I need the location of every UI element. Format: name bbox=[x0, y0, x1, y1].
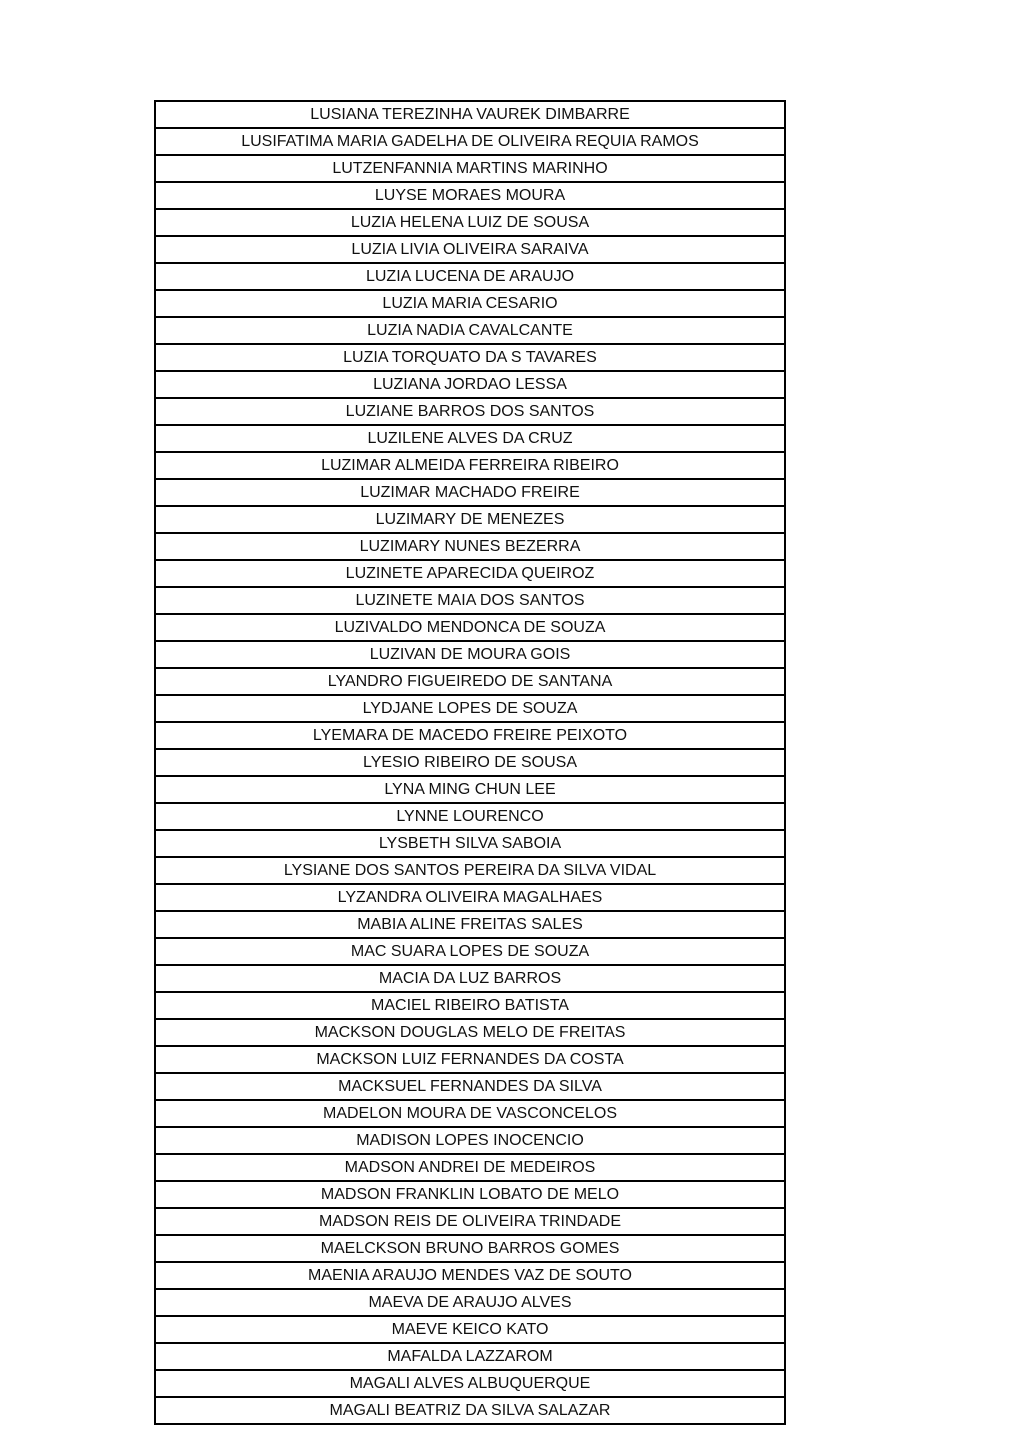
table-row bbox=[155, 317, 785, 344]
name-cell: MAGALI BEATRIZ DA SILVA SALAZAR bbox=[155, 1397, 785, 1424]
name-cell: LYNNE LOURENCO bbox=[155, 803, 785, 830]
table-row bbox=[155, 101, 785, 128]
name-cell: LUZILENE ALVES DA CRUZ bbox=[155, 425, 785, 452]
name-cell: LUZIMARY NUNES BEZERRA bbox=[155, 533, 785, 560]
table-row bbox=[155, 1262, 785, 1289]
name-cell: MACKSON DOUGLAS MELO DE FREITAS bbox=[155, 1019, 785, 1046]
table-row bbox=[155, 1235, 785, 1262]
table-row bbox=[155, 506, 785, 533]
name-cell: LUZIA LUCENA DE ARAUJO bbox=[155, 263, 785, 290]
name-cell: MADSON FRANKLIN LOBATO DE MELO bbox=[155, 1181, 785, 1208]
table-row bbox=[155, 209, 785, 236]
table-row bbox=[155, 803, 785, 830]
table-row bbox=[155, 1100, 785, 1127]
name-cell: LYANDRO FIGUEIREDO DE SANTANA bbox=[155, 668, 785, 695]
table-row bbox=[155, 479, 785, 506]
table-row bbox=[155, 1397, 785, 1424]
name-cell: LUZIMAR ALMEIDA FERREIRA RIBEIRO bbox=[155, 452, 785, 479]
name-cell: LUZIA TORQUATO DA S TAVARES bbox=[155, 344, 785, 371]
name-cell: MAEVE KEICO KATO bbox=[155, 1316, 785, 1343]
name-cell: MAFALDA LAZZAROM bbox=[155, 1343, 785, 1370]
table-row bbox=[155, 965, 785, 992]
table-row bbox=[155, 1316, 785, 1343]
table-row bbox=[155, 344, 785, 371]
table-row bbox=[155, 911, 785, 938]
name-cell: MACIA DA LUZ BARROS bbox=[155, 965, 785, 992]
table-row bbox=[155, 992, 785, 1019]
table-row bbox=[155, 830, 785, 857]
name-cell: LUZIA HELENA LUIZ DE SOUSA bbox=[155, 209, 785, 236]
table-row bbox=[155, 1343, 785, 1370]
name-cell: LUZIANA JORDAO LESSA bbox=[155, 371, 785, 398]
table-row bbox=[155, 425, 785, 452]
table-row bbox=[155, 263, 785, 290]
name-cell: MADELON MOURA DE VASCONCELOS bbox=[155, 1100, 785, 1127]
name-cell: MAENIA ARAUJO MENDES VAZ DE SOUTO bbox=[155, 1262, 785, 1289]
table-row bbox=[155, 641, 785, 668]
table-row bbox=[155, 857, 785, 884]
table-row bbox=[155, 1073, 785, 1100]
name-cell: LUZIANE BARROS DOS SANTOS bbox=[155, 398, 785, 425]
table-row bbox=[155, 587, 785, 614]
table-row bbox=[155, 1208, 785, 1235]
table-row bbox=[155, 884, 785, 911]
table-row bbox=[155, 938, 785, 965]
table-row bbox=[155, 1289, 785, 1316]
table-row bbox=[155, 1181, 785, 1208]
table-row bbox=[155, 398, 785, 425]
table-row bbox=[155, 695, 785, 722]
name-cell: LUZINETE APARECIDA QUEIROZ bbox=[155, 560, 785, 587]
name-list-table bbox=[154, 100, 786, 1425]
name-cell: LUZIVALDO MENDONCA DE SOUZA bbox=[155, 614, 785, 641]
name-cell: LYZANDRA OLIVEIRA MAGALHAES bbox=[155, 884, 785, 911]
table-row bbox=[155, 776, 785, 803]
name-cell: LYESIO RIBEIRO DE SOUSA bbox=[155, 749, 785, 776]
name-cell: MADSON REIS DE OLIVEIRA TRINDADE bbox=[155, 1208, 785, 1235]
name-cell: LUZIMAR MACHADO FREIRE bbox=[155, 479, 785, 506]
name-cell: MAELCKSON BRUNO BARROS GOMES bbox=[155, 1235, 785, 1262]
name-cell: LUZIMARY DE MENEZES bbox=[155, 506, 785, 533]
name-cell: LYSIANE DOS SANTOS PEREIRA DA SILVA VIDAL bbox=[155, 857, 785, 884]
name-list-body bbox=[155, 101, 785, 1424]
name-cell: LUTZENFANNIA MARTINS MARINHO bbox=[155, 155, 785, 182]
name-cell: MACKSUEL FERNANDES DA SILVA bbox=[155, 1073, 785, 1100]
name-cell: LUZIVAN DE MOURA GOIS bbox=[155, 641, 785, 668]
table-row bbox=[155, 236, 785, 263]
name-cell: MACKSON LUIZ FERNANDES DA COSTA bbox=[155, 1046, 785, 1073]
table-row bbox=[155, 1046, 785, 1073]
name-cell: LUZINETE MAIA DOS SANTOS bbox=[155, 587, 785, 614]
name-cell: MADISON LOPES INOCENCIO bbox=[155, 1127, 785, 1154]
name-cell: LUZIA MARIA CESARIO bbox=[155, 290, 785, 317]
name-cell: LUZIA NADIA CAVALCANTE bbox=[155, 317, 785, 344]
name-cell: MACIEL RIBEIRO BATISTA bbox=[155, 992, 785, 1019]
table-row bbox=[155, 1154, 785, 1181]
name-cell: MAC SUARA LOPES DE SOUZA bbox=[155, 938, 785, 965]
name-cell: MABIA ALINE FREITAS SALES bbox=[155, 911, 785, 938]
name-cell: LYNA MING CHUN LEE bbox=[155, 776, 785, 803]
name-cell: LYDJANE LOPES DE SOUZA bbox=[155, 695, 785, 722]
name-cell: LUSIFATIMA MARIA GADELHA DE OLIVEIRA REQUIA RAMOS bbox=[155, 128, 785, 155]
table-row bbox=[155, 560, 785, 587]
table-row bbox=[155, 1019, 785, 1046]
table-row bbox=[155, 371, 785, 398]
table-row bbox=[155, 749, 785, 776]
table-row bbox=[155, 155, 785, 182]
name-cell: MAGALI ALVES ALBUQUERQUE bbox=[155, 1370, 785, 1397]
table-row bbox=[155, 533, 785, 560]
table-row bbox=[155, 722, 785, 749]
table-row bbox=[155, 128, 785, 155]
table-row bbox=[155, 452, 785, 479]
name-cell: LUYSE MORAES MOURA bbox=[155, 182, 785, 209]
name-cell: LUSIANA TEREZINHA VAUREK DIMBARRE bbox=[155, 101, 785, 128]
name-cell: MADSON ANDREI DE MEDEIROS bbox=[155, 1154, 785, 1181]
table-row bbox=[155, 668, 785, 695]
table-row bbox=[155, 1370, 785, 1397]
name-cell: MAEVA DE ARAUJO ALVES bbox=[155, 1289, 785, 1316]
name-cell: LYSBETH SILVA SABOIA bbox=[155, 830, 785, 857]
name-cell: LYEMARA DE MACEDO FREIRE PEIXOTO bbox=[155, 722, 785, 749]
table-row bbox=[155, 1127, 785, 1154]
table-row bbox=[155, 290, 785, 317]
table-row bbox=[155, 614, 785, 641]
name-cell: LUZIA LIVIA OLIVEIRA SARAIVA bbox=[155, 236, 785, 263]
table-row bbox=[155, 182, 785, 209]
